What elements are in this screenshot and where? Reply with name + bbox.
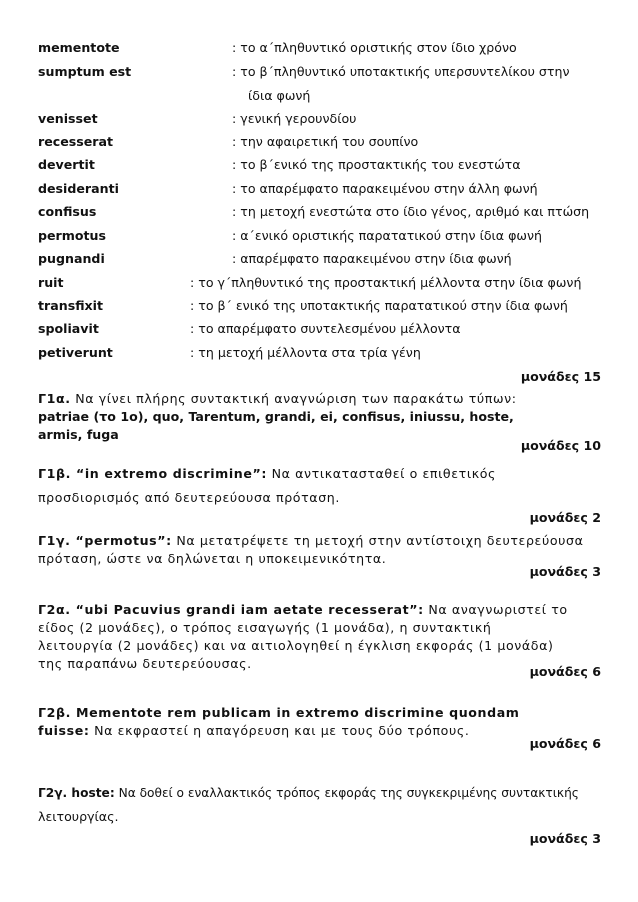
- question-forms: patriae (το 1ο), quo, Tarentum, grandi, ei, confisus, iniussu, hoste,: [38, 409, 514, 424]
- question-label: Γ1α.: [38, 391, 71, 406]
- vocab-term: permotus: [38, 228, 107, 243]
- question-text: λειτουργίας.: [38, 809, 119, 824]
- question-g2c: [38, 781, 601, 829]
- question-quote: fuisse:: [38, 723, 90, 738]
- question-text: Να αναγνωριστεί το: [423, 602, 568, 617]
- question-quote: “permotus”:: [70, 533, 172, 548]
- vocab-term: spoliavit: [38, 321, 99, 336]
- vocab-definition: : το απαρέμφατο παρακειμένου στην άλλη φωνή: [232, 181, 538, 196]
- question-label: Γ1β.: [38, 466, 71, 481]
- question-g1a: [38, 390, 601, 444]
- vocab-term: petiverunt: [38, 345, 113, 360]
- vocab-definition: : το α΄πληθυντικό οριστικής στον ίδιο χρόνο: [232, 40, 517, 55]
- vocab-definition: : α΄ενικό οριστικής παρατατικού στην ίδια φωνή: [232, 228, 542, 243]
- marks-label: μονάδες 3: [529, 831, 601, 846]
- vocab-definition-continued: ίδια φωνή: [248, 88, 311, 103]
- vocab-term: recesserat: [38, 134, 114, 149]
- question-text: Να μετατρέψετε τη μετοχή στην αντίστοιχη δευτερεύουσα: [171, 533, 584, 548]
- vocab-term: ruit: [38, 275, 64, 290]
- question-quote: Mementote rem publicam in extremo discrimine quondam: [71, 705, 520, 720]
- vocab-definition: : το απαρέμφατο συντελεσμένου μέλλοντα: [190, 321, 461, 336]
- question-text: είδος (2 μονάδες), ο τρόπος εισαγωγής (1 μονάδα), η συντακτική: [38, 620, 492, 635]
- marks-label: μονάδες 2: [529, 510, 601, 525]
- vocab-term: transfixit: [38, 298, 103, 313]
- question-g1c: [38, 532, 601, 568]
- vocab-definition: : τη μετοχή ενεστώτα στο ίδιο γένος, αριθμό και πτώση: [232, 204, 590, 219]
- marks-label: μονάδες 3: [529, 564, 601, 579]
- question-text: Να αντικατασταθεί ο επιθετικός: [267, 466, 497, 481]
- vocab-definition: : το β΄πληθυντικό υποτακτικής υπερσυντελίκου στην: [232, 64, 570, 79]
- vocab-term: pugnandi: [38, 251, 105, 266]
- vocab-term: venisset: [38, 111, 98, 126]
- question-g2a: [38, 601, 601, 673]
- marks-label: μονάδες 10: [520, 438, 601, 453]
- question-label: Γ1γ.: [38, 533, 71, 548]
- vocab-term: desideranti: [38, 181, 119, 196]
- vocab-definition: : απαρέμφατο παρακειμένου στην ίδια φωνή: [232, 251, 512, 266]
- question-forms: armis, fuga: [38, 427, 119, 442]
- marks-label: μονάδες 15: [520, 369, 601, 384]
- question-text: πρόταση, ώστε να δηλώνεται η υποκειμενικότητα.: [38, 551, 387, 566]
- question-label: Γ2β.: [38, 705, 71, 720]
- marks-label: μονάδες 6: [529, 664, 601, 679]
- question-label: Γ2γ.: [38, 786, 68, 800]
- vocab-term: devertit: [38, 157, 95, 172]
- vocab-term: mementote: [38, 40, 120, 55]
- question-g2b: [38, 704, 601, 740]
- vocab-definition: : την αφαιρετική του σουπίνο: [232, 134, 419, 149]
- vocab-definition: : το β΄ενικό της προστακτικής του ενεστώτα: [232, 157, 521, 172]
- question-text: Να δοθεί ο εναλλακτικός τρόπος εκφοράς της συγκεκριμένης συντακτικής: [114, 786, 579, 800]
- question-text: λειτουργία (2 μονάδες) και να αιτιολογηθεί η έγκλιση εκφοράς (1 μονάδα): [38, 638, 554, 653]
- vocab-definition: : γενική γερουνδίου: [232, 111, 357, 126]
- question-text: Να γίνει πλήρης συντακτική αναγνώριση των παρακάτω τύπων:: [70, 391, 517, 406]
- question-quote: hoste:: [67, 786, 115, 800]
- question-text: της παραπάνω δευτερεύουσας.: [38, 656, 252, 671]
- question-g1b: [38, 462, 601, 510]
- question-text: Να εκφραστεί η απαγόρευση και με τους δύο τρόπους.: [89, 723, 470, 738]
- vocab-definition: : το γ΄πληθυντικό της προστακτική μέλλοντα στην ίδια φωνή: [190, 275, 582, 290]
- vocab-term: sumptum est: [38, 64, 132, 79]
- question-quote: “ubi Pacuvius grandi iam aetate recesserat”:: [70, 602, 424, 617]
- question-quote: “in extremo discrimine”:: [71, 466, 268, 481]
- question-text: προσδιορισμός από δευτερεύουσα πρόταση.: [38, 490, 340, 505]
- vocab-definition: : τη μετοχή μέλλοντα στα τρία γένη: [190, 345, 421, 360]
- vocab-term: confisus: [38, 204, 97, 219]
- vocab-definition: : το β΄ ενικό της υποτακτικής παρατατικού στην ίδια φωνή: [190, 298, 568, 313]
- marks-label: μονάδες 6: [529, 736, 601, 751]
- question-label: Γ2α.: [38, 602, 71, 617]
